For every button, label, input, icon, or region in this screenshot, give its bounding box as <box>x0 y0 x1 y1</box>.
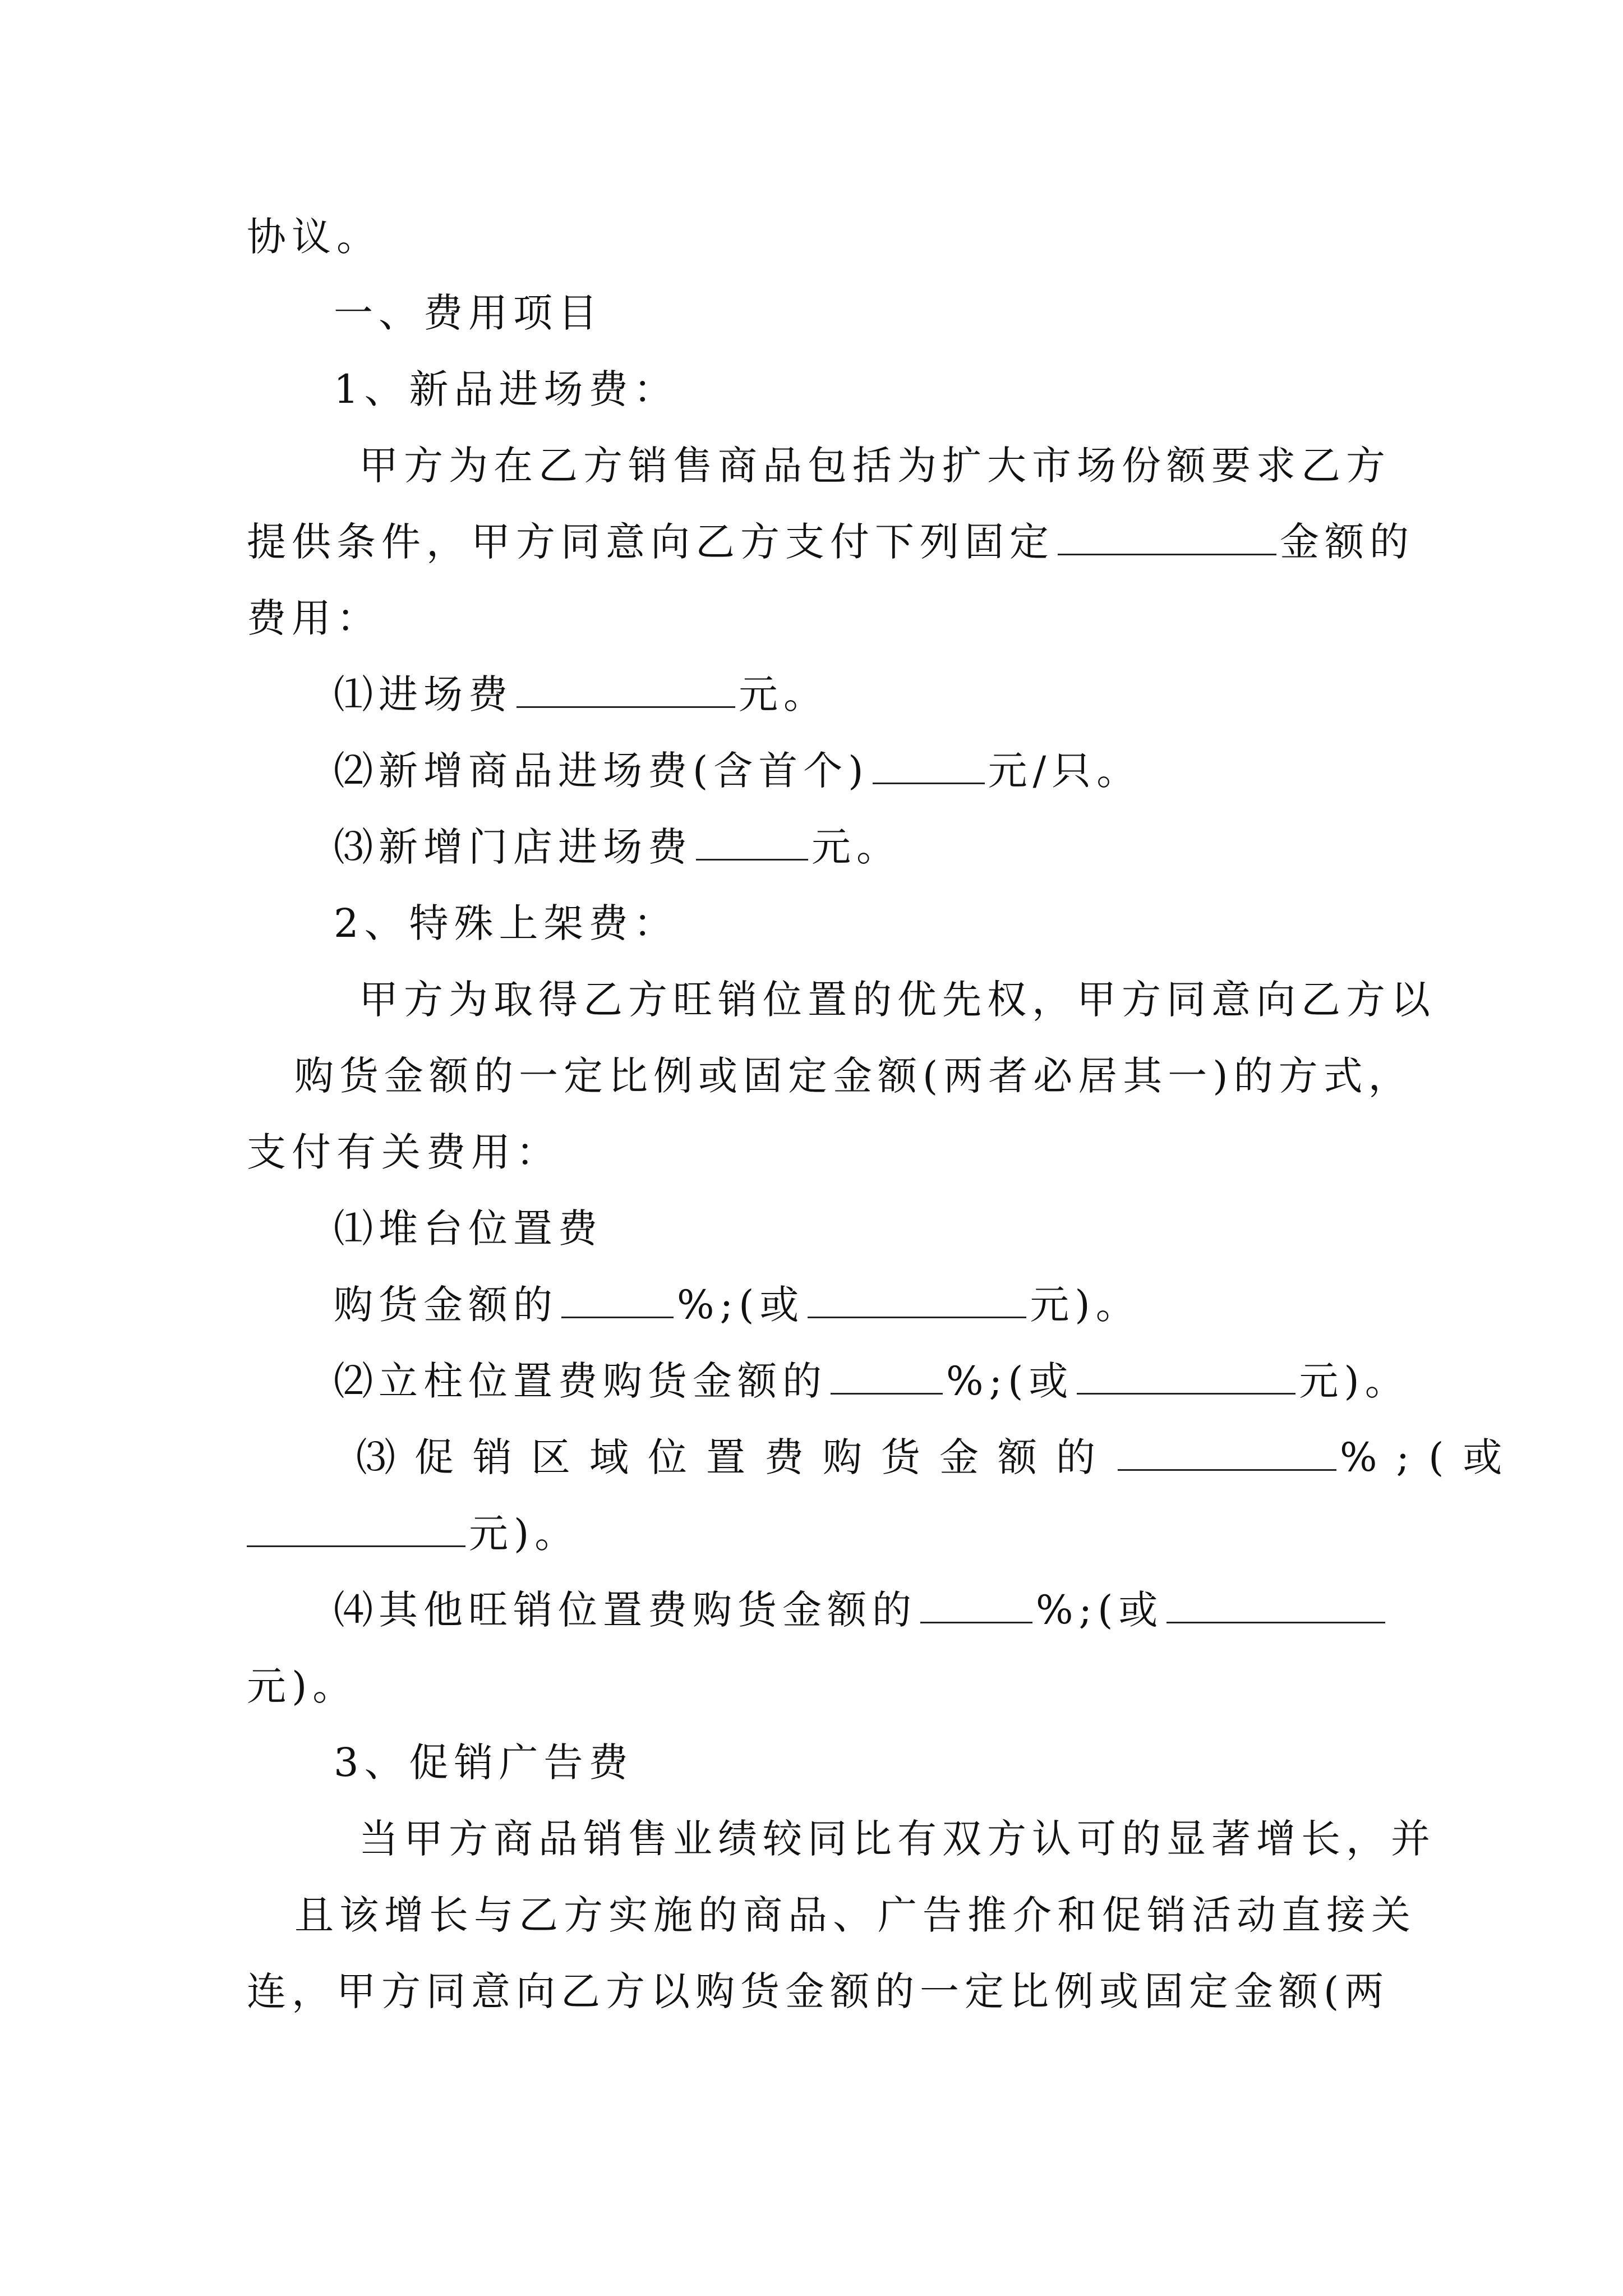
text: 协议。 <box>247 214 381 260</box>
text: 甲方为取得乙方旺销位置的优先权，甲方同意向乙方以 <box>359 977 1436 1023</box>
text: 购货金额的 <box>334 1282 558 1328</box>
text: 3、促销广告费 <box>334 1740 634 1786</box>
text: 元)。 <box>1030 1282 1141 1328</box>
text: ⑵新增商品进场费(含首个) <box>334 748 869 794</box>
text-line <box>334 743 1141 799</box>
text-line <box>334 1582 1389 1638</box>
text: 元)。 <box>469 1511 580 1557</box>
text: ⑴进场费 <box>334 671 513 717</box>
fill-blank[interactable] <box>1118 1434 1336 1471</box>
fill-blank[interactable] <box>1077 1358 1295 1395</box>
subsection-heading <box>334 895 679 951</box>
fill-blank[interactable] <box>808 1282 1026 1318</box>
text-line <box>359 438 1391 494</box>
text: 连，甲方同意向乙方以购货金额的一定比例或固定金额(两 <box>247 1968 1390 2014</box>
text: 当甲方商品销售业绩较同比有双方认可的显著增长，并 <box>359 1816 1436 1862</box>
subsection-heading <box>334 361 679 417</box>
text: ⑶新增门店进场费 <box>334 824 693 870</box>
text: ⑷其他旺销位置费购货金额的 <box>334 1587 917 1633</box>
text: 元)。 <box>1299 1358 1410 1404</box>
fill-blank[interactable] <box>696 824 808 861</box>
fill-blank[interactable] <box>1166 1587 1385 1623</box>
text-line <box>247 1658 357 1714</box>
text-line <box>294 1887 1416 1943</box>
text-line <box>247 1963 1389 2019</box>
text: 购货金额的一定比例或固定金额(两者必居其一)的方式， <box>294 1053 1413 1099</box>
text: 费用： <box>247 595 381 641</box>
fill-blank[interactable] <box>561 1282 674 1318</box>
text: 元/只。 <box>988 748 1142 794</box>
text: 提供条件，甲方同意向乙方支付下列固定 <box>247 519 1054 565</box>
text-line <box>247 209 381 265</box>
text: 元)。 <box>247 1663 358 1709</box>
text: ⑵立柱位置费购货金额的 <box>334 1358 827 1404</box>
text-line <box>334 1277 1141 1333</box>
text-line <box>247 1124 561 1180</box>
text: 元。 <box>739 671 828 717</box>
text: 一、费用项目 <box>334 290 603 336</box>
text: 甲方为在乙方销售商品包括为扩大市场份额要求乙方 <box>359 443 1391 489</box>
fill-blank[interactable] <box>1058 519 1276 555</box>
text: %;(或 <box>677 1282 805 1328</box>
text-line <box>334 819 901 875</box>
text: ⑶促销区域位置费购货金额的 <box>356 1434 1114 1480</box>
fill-blank[interactable] <box>873 748 985 784</box>
text: 元。 <box>811 824 901 870</box>
text-line <box>247 514 1414 570</box>
fill-blank[interactable] <box>920 1587 1032 1623</box>
text: 且该增长与乙方实施的商品、广告推介和促销活动直接关 <box>294 1892 1416 1938</box>
text-line <box>334 1353 1410 1409</box>
text: 1、新品进场费： <box>334 366 679 412</box>
text-line <box>359 972 1436 1028</box>
text-line <box>247 1506 579 1562</box>
text-line <box>294 1048 1413 1104</box>
text: 支付有关费用： <box>247 1129 561 1175</box>
text: %;(或 <box>1340 1434 1521 1480</box>
section-heading <box>334 285 603 341</box>
fill-blank[interactable] <box>247 1511 465 1547</box>
text-line <box>356 1429 1521 1485</box>
text-line <box>359 1811 1436 1867</box>
text: 金额的 <box>1280 519 1414 565</box>
subsection-heading <box>334 1734 634 1791</box>
text-line <box>334 1200 603 1257</box>
fill-blank[interactable] <box>517 671 735 708</box>
text: 2、特殊上架费： <box>334 900 679 946</box>
text-line <box>247 590 381 646</box>
text-line <box>334 666 828 723</box>
text: ⑴堆台位置费 <box>334 1205 603 1251</box>
text: %;(或 <box>1036 1587 1164 1633</box>
text: %;(或 <box>946 1358 1074 1404</box>
fill-blank[interactable] <box>831 1358 943 1395</box>
